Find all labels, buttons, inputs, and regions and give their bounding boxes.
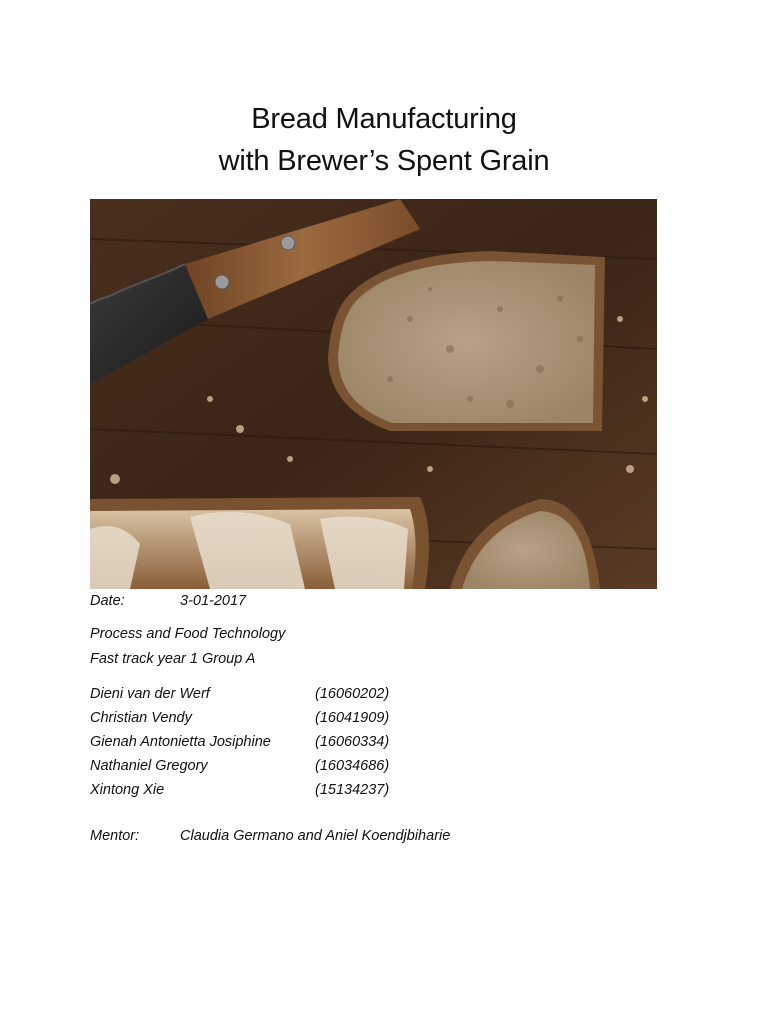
member-row bbox=[90, 780, 510, 804]
bread-photo-icon bbox=[90, 199, 657, 589]
member-row bbox=[90, 732, 510, 756]
mentor-label: Mentor: bbox=[90, 828, 140, 844]
member-list bbox=[90, 684, 510, 804]
document-title bbox=[0, 98, 768, 182]
member-id: (16041909) bbox=[315, 710, 390, 726]
member-row bbox=[90, 756, 510, 780]
member-name: Nathaniel Gregory bbox=[90, 758, 208, 774]
member-id: (16060334) bbox=[315, 734, 390, 750]
member-name: Gienah Antonietta Josiphine bbox=[90, 734, 271, 750]
member-id: (15134237) bbox=[315, 782, 390, 798]
member-name: Dieni van der Werf bbox=[90, 686, 210, 702]
mentor-value: Claudia Germano and Aniel Koendjbiharie bbox=[180, 828, 451, 844]
title-line-2: with Brewer’s Spent Grain bbox=[218, 145, 550, 177]
member-name: Christian Vendy bbox=[90, 710, 192, 726]
title-line-1: Bread Manufacturing bbox=[251, 103, 517, 135]
group-line: Fast track year 1 Group A bbox=[90, 651, 256, 667]
date-value: 3-01-2017 bbox=[180, 593, 247, 609]
bread-photo bbox=[90, 199, 657, 589]
member-id: (16034686) bbox=[315, 758, 390, 774]
member-row bbox=[90, 708, 510, 732]
member-row bbox=[90, 684, 510, 708]
mentor-row bbox=[90, 828, 450, 844]
date-row bbox=[90, 593, 246, 609]
date-label: Date: bbox=[90, 593, 125, 609]
member-id: (16060202) bbox=[315, 686, 390, 702]
program-line: Process and Food Technology bbox=[90, 626, 286, 642]
member-name: Xintong Xie bbox=[90, 782, 165, 798]
